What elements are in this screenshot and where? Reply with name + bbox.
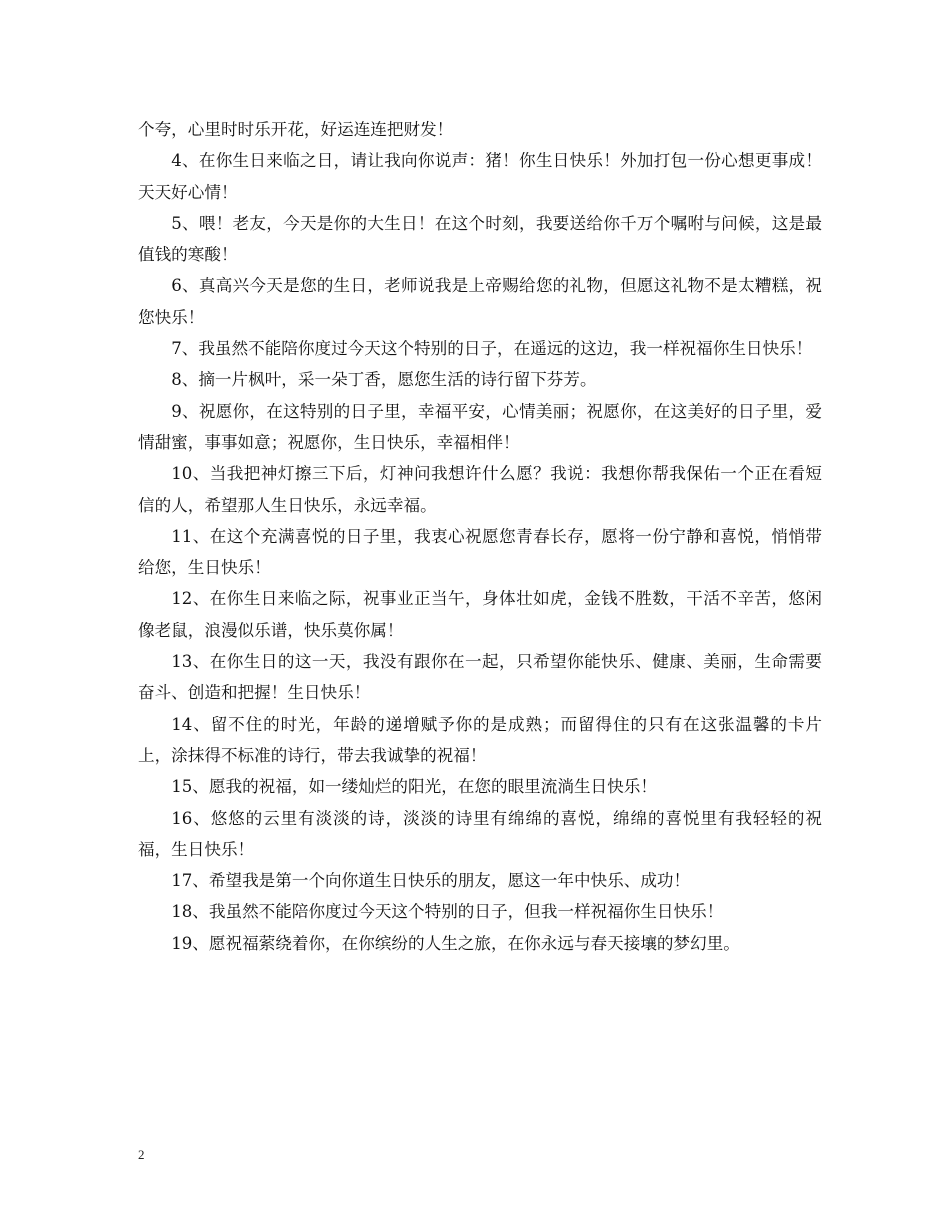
paragraph-item-6: 6、真高兴今天是您的生日，老师说我是上帝赐给您的礼物，但愿这礼物不是太糟糕，祝您快乐！	[138, 276, 822, 327]
paragraph-item-19: 19、愿祝福萦绕着你，在你缤纷的人生之旅，在你永远与春天接壤的梦幻里。	[171, 933, 740, 953]
paragraph-item-15: 15、愿我的祝福，如一缕灿烂的阳光，在您的眼里流淌生日快乐！	[171, 777, 657, 797]
paragraph-item-4: 4、在你生日来临之日，请让我向你说声：猪！你生日快乐！外加打包一份心想更事成！天天好心情！	[138, 151, 822, 202]
paragraph-continuation: 个夸，心里时时乐开花，好运连连把财发！	[138, 120, 454, 139]
paragraph-item-12: 12、在你生日来临之际，祝事业正当午，身体壮如虎，金钱不胜数，干活不辛苦，悠闲像老鼠，浪漫似乐谱，快乐莫你属！	[138, 589, 822, 640]
paragraph-item-11: 11、在这个充满喜悦的日子里，我衷心祝愿您青春长存，愿将一份宁静和喜悦，悄悄带给您，生日快乐！	[138, 526, 822, 578]
paragraph-item-8: 8、摘一片枫叶，采一朵丁香，愿您生活的诗行留下芬芳。	[171, 370, 597, 390]
paragraph-item-10: 10、当我把神灯擦三下后，灯神问我想许什么愿？我说：我想你帮我保佑一个正在看短信的人，希望那人生日快乐，永远幸福。	[138, 464, 822, 515]
paragraph-item-14: 14、留不住的时光，年龄的递增赋予你的是成熟；而留得住的只有在这张温馨的卡片上，涂抹得不标准的诗行，带去我诚挚的祝福！	[138, 714, 822, 765]
paragraph-item-9: 9、祝愿你，在这特别的日子里，幸福平安，心情美丽；祝愿你，在这美好的日子里，爱情甜蜜，事事如意；祝愿你，生日快乐，幸福相伴！	[138, 401, 822, 452]
paragraph-item-16: 16、悠悠的云里有淡淡的诗，淡淡的诗里有绵绵的喜悦，绵绵的喜悦里有我轻轻的祝福，生日快乐！	[138, 808, 822, 859]
paragraph-item-18: 18、我虽然不能陪你度过今天这个特别的日子，但我一样祝福你生日快乐！	[171, 902, 724, 922]
paragraph-item-7: 7、我虽然不能陪你度过今天这个特别的日子，在遥远的这边，我一样祝福你生日快乐！	[171, 339, 813, 359]
document-body	[138, 114, 822, 959]
paragraph-item-5: 5、喂！老友，今天是你的大生日！在这个时刻，我要送给你千万个嘱咐与问候，这是最值钱的寒酸！	[138, 213, 822, 265]
page-number: 2	[138, 1147, 145, 1162]
paragraph-item-17: 17、希望我是第一个向你道生日快乐的朋友，愿这一年中快乐、成功！	[171, 871, 691, 891]
paragraph-item-13: 13、在你生日的这一天，我没有跟你在一起，只希望你能快乐、健康、美丽，生命需要奋斗、创造和把握！生日快乐！	[138, 652, 822, 703]
